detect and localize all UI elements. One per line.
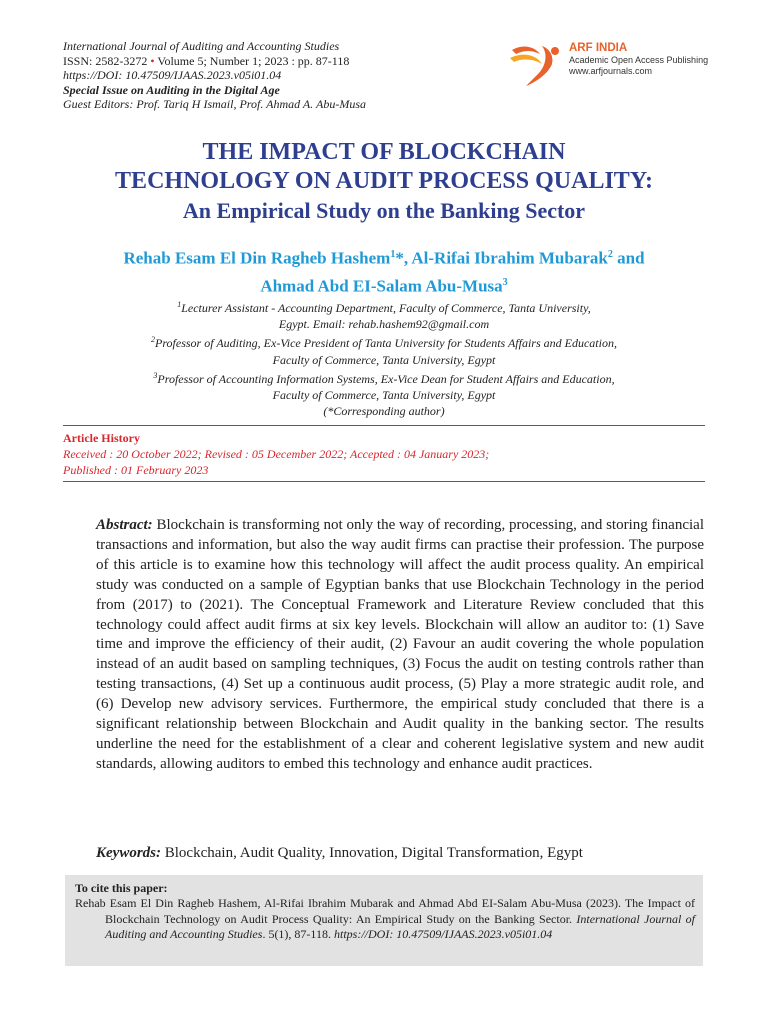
author-conjunction: and (612, 248, 645, 268)
affil-sup-3: 3 (153, 370, 158, 380)
affiliation-3-line-2: Faculty of Commerce, Tanta University, Egypt (272, 388, 496, 403)
article-history-published: Published : 01 February 2023 (63, 463, 209, 477)
affil-text-1: Lecturer Assistant - Accounting Department, Faculty of Commerce, Tanta University, (181, 301, 591, 315)
journal-issn-volume (63, 54, 483, 69)
title-line-2: TECHNOLOGY ON AUDIT PROCESS QUALITY: (115, 168, 653, 194)
history-bottom-rule (63, 481, 705, 482)
affil-text-2: Professor of Auditing, Ex-Vice President of Tanta University for Students Affairs and Education, (155, 336, 617, 351)
title-line-1: THE IMPACT OF BLOCKCHAIN (202, 139, 566, 165)
author-list (0, 243, 768, 298)
citation-doi-link[interactable]: https://DOI: 10.47509/IJAAS.2023.v05i01.04 (333, 927, 553, 941)
corresponding-mark: * (395, 248, 404, 268)
affiliation-1-line-1 (0, 297, 768, 316)
affiliation-1-line-2: Egypt. Email: rehab.hashem92@gmail.com (278, 317, 490, 332)
author-separator: , (403, 248, 412, 268)
journal-header (63, 39, 483, 112)
volume-info: Volume 5; Number 1; 2023 : pp. 87-118 (157, 53, 350, 68)
authors-line-1 (0, 243, 768, 271)
author-1: Rehab Esam El Din Ragheb Hashem (123, 248, 391, 268)
article-history-heading: Article History (63, 431, 140, 445)
publisher-tagline: Academic Open Access Publishing (569, 55, 709, 65)
citation-text (75, 896, 695, 943)
keywords-text: Blockchain, Audit Quality, Innovation, Digital Transformation, Egypt (164, 845, 583, 861)
keywords (96, 844, 704, 864)
article-title (0, 138, 768, 226)
article-subtitle: An Empirical Study on the Banking Sector (182, 198, 586, 223)
affil-sup-2: 2 (151, 335, 155, 345)
publisher-logo[interactable] (508, 42, 718, 88)
author-2: Al-Rifai Ibrahim Mubarak (411, 248, 608, 268)
abstract (96, 516, 704, 775)
citation-volume: . 5(1), 87-118. (262, 927, 334, 941)
affiliations (0, 297, 768, 419)
affiliation-2-line-2: Faculty of Commerce, Tanta University, Egypt (272, 352, 496, 367)
affil-sup-1: 1 (177, 300, 182, 309)
citation-box (65, 875, 703, 966)
history-top-rule (63, 425, 705, 426)
affiliation-2-line-1 (0, 332, 768, 351)
affiliation-3-line-1 (0, 368, 768, 387)
author-2-affil: 2 (607, 249, 613, 260)
citation-authors-title: Rehab Esam El Din Ragheb Hashem, Al-Rifai Ibrahim Mubarak and Ahmad Abd EI-Salam Abu-Musa (2023). The Impact of Blockchain Technology on Audit Process Quality: An Empirical Study on the Banking Sector. (75, 896, 695, 926)
publisher-website[interactable]: www.arfjournals.com (569, 66, 653, 76)
arf-logo-icon (508, 42, 566, 88)
abstract-text: Blockchain is transforming not only the way of recording, processing, and storing financial transactions and information, but also the way audit firms can practise their profession. The purpose of this article is to examine how this technology will affect the audit process quality. An empirical study was conducted on a sample of Egyptian banks that use Blockchain Technology in the period from (2017) to (2021). The Conceptual Framework and Literature Review concluded that this technology could affect audit firms at six key levels. Blockchain will allow an auditor to: (1) Save time and improve the efficiency of their audit, (2) Favour an audit covering the whole population instead of an audit based on sampling techniques, (3) Focus the audit on testing controls rather than testing transactions, (4) Set up a continuous audit process, (5) Play a more strategic audit role, and (6) Develop new advisory services. Furthermore, the empirical study concluded that there is a significant relationship between Blockchain and Audit quality in the banking sector. The results underline the need for the establishment of a clear and coherent legislative system and new audit standards, allowing auditors to embed this technology and enhance audit practices. (96, 517, 704, 772)
journal-name: International Journal of Auditing and Accounting Studies (63, 39, 340, 53)
author-1-affil: 1 (390, 249, 396, 260)
affil-text-3: Professor of Accounting Information Systems, Ex-Vice Dean for Student Affairs and Education, (157, 371, 615, 386)
keywords-label: Keywords: (96, 845, 161, 861)
abstract-label: Abstract: (96, 517, 153, 533)
issn: ISSN: 2582-3272 (63, 53, 148, 68)
author-3-affil: 3 (502, 276, 508, 288)
journal-doi-link[interactable]: https://DOI: 10.47509/IJAAS.2023.v05i01.04 (63, 68, 282, 82)
article-history-dates: Received : 20 October 2022; Revised : 05 December 2022; Accepted : 04 January 2023; (63, 447, 490, 461)
separator-dot: • (150, 53, 155, 68)
author-3: Ahmad Abd EI-Salam Abu-Musa (260, 276, 503, 296)
article-history (63, 430, 705, 478)
authors-line-2 (0, 271, 768, 299)
special-issue: Special Issue on Auditing in the Digital Age (63, 82, 280, 97)
publisher-name: ARF INDIA (569, 42, 628, 54)
corresponding-author-note: (*Corresponding author) (323, 404, 445, 419)
citation-journal: International Journal of Auditing and Accounting Studies (105, 911, 696, 941)
citation-label: To cite this paper: (75, 881, 168, 895)
guest-editors: Guest Editors: Prof. Tariq H Ismail, Prof. Ahmad A. Abu-Musa (63, 97, 367, 111)
